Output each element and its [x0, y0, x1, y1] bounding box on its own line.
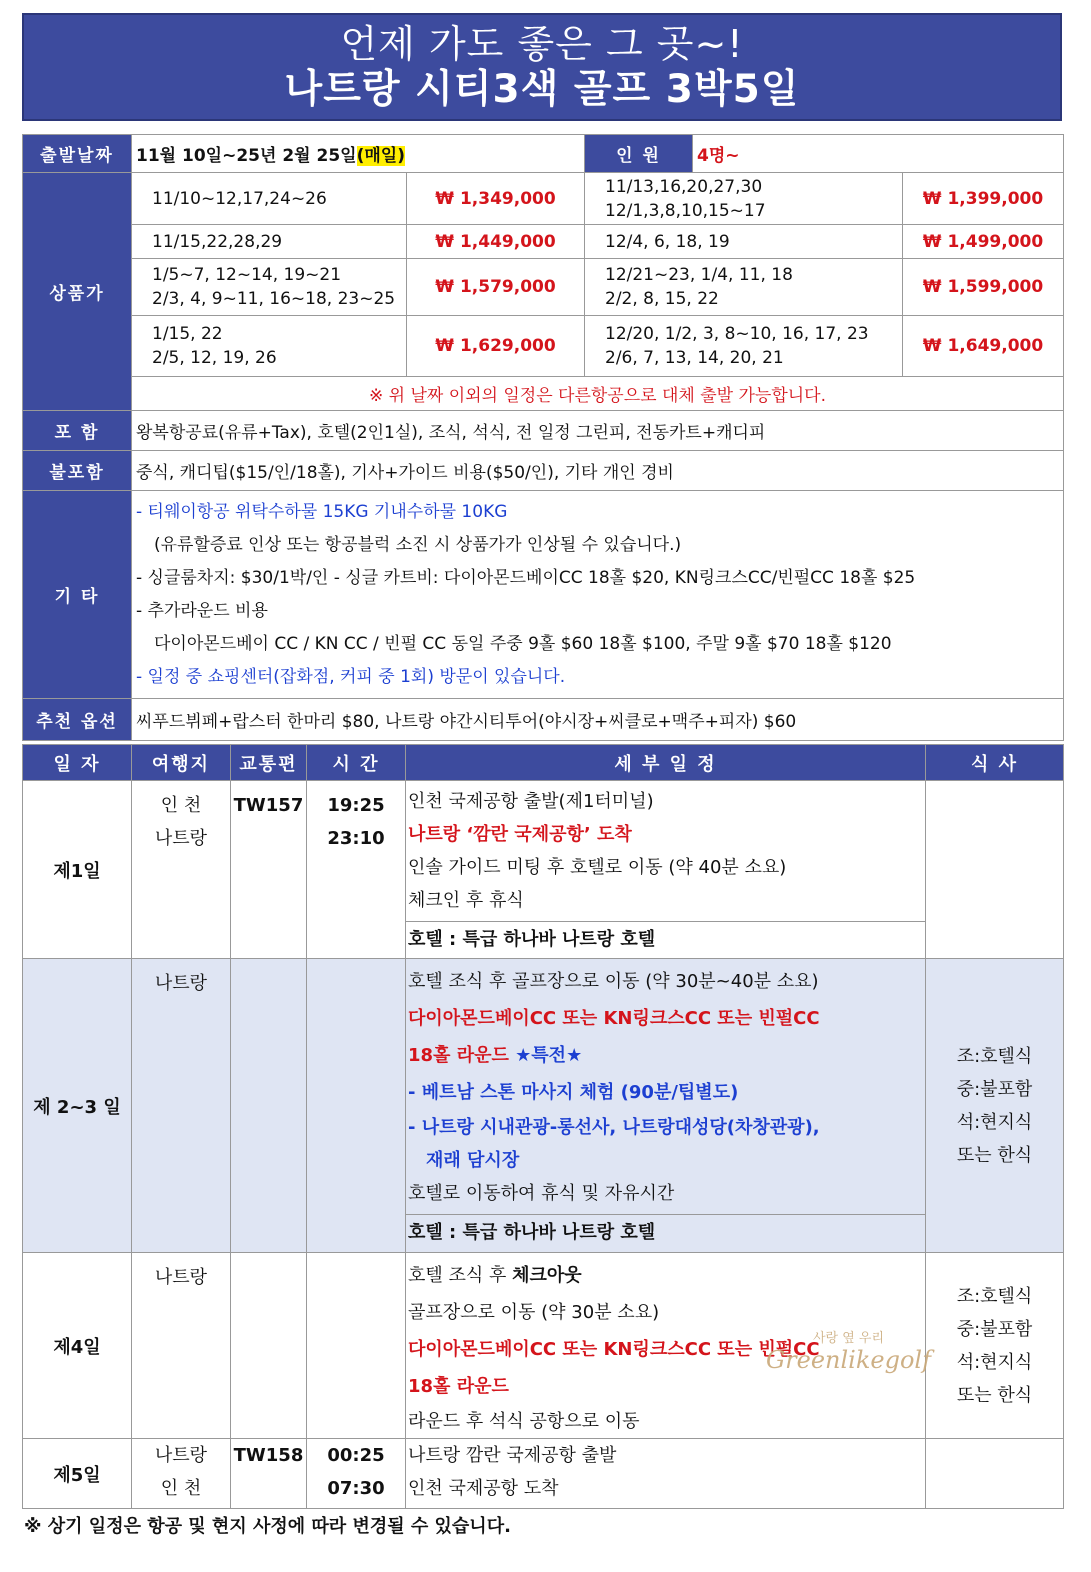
hotel-line: 호텔 : 특급 하나바 나트랑 호텔 [406, 921, 926, 958]
price-dates: 11/13,16,20,27,30 12/1,3,8,10,15~17 [585, 173, 903, 225]
price-dates: 11/10~12,17,24~26 [132, 173, 407, 225]
place-cell: 나트랑 인 천 [132, 1439, 231, 1509]
departure-label: 출발날짜 [23, 135, 132, 173]
price-dates: 12/20, 1/2, 3, 8~10, 16, 17, 23 2/6, 7, 13, 14, 20, 21 [585, 316, 903, 377]
detail-cell: 호텔 조식 후 체크아웃 골프장으로 이동 (약 30분 소요) 다이아몬드베이CC 또는 KN링크스CC 또는 빈펄CC 18홀 라운드 라운드 후 석식 공항으로 이동 [406, 1253, 926, 1439]
price-value: ₩ 1,449,000 [407, 225, 585, 259]
day-label: 제 2~3 일 [23, 959, 132, 1253]
schedule-table [22, 744, 1064, 1509]
detail-cell: 호텔 조식 후 골프장으로 이동 (약 30분~40분 소요) 다이아몬드베이CC 또는 KN링크스CC 또는 빈펄CC 18홀 라운드 ★특전★ - 베트남 스톤 마사지 체험 (90분/팁별도) - 나트랑 시내관광-롱선사, 나트랑대성당(차창관광), 재래 담시장 호텔로 이동하여 휴식 및 자유시간 호텔 : 특급 하나바 나트랑 호텔 [406, 959, 926, 1253]
price-value: ₩ 1,499,000 [903, 225, 1064, 259]
price-dates: 11/15,22,28,29 [132, 225, 407, 259]
price-dates: 12/4, 6, 18, 19 [585, 225, 903, 259]
time-cell: 00:25 07:30 [307, 1439, 406, 1509]
footer-note: ※ 상기 일정은 항공 및 현지 사정에 따라 변경될 수 있습니다. [24, 1516, 511, 1537]
price-dates: 12/21~23, 1/4, 11, 18 2/2, 8, 15, 22 [585, 259, 903, 316]
included-label: 포 함 [23, 411, 132, 451]
title-banner [22, 13, 1062, 121]
meal-cell: 조:호텔식 중:불포함 석:현지식 또는 한식 [926, 959, 1064, 1253]
banner-line-2: 나트랑 시티3색 골프 3박5일 [284, 67, 800, 112]
note-line: - 싱글룸차지: $30/1박/인 - 싱글 카트비: 다이아몬드베이CC 18홀 $20, KN링크스CC/빈펄CC 18홀 $25 [136, 567, 916, 588]
day-label: 제5일 [23, 1439, 132, 1509]
info-table [22, 134, 1064, 741]
price-value: ₩ 1,399,000 [903, 173, 1064, 225]
col-header: 교통편 [231, 745, 307, 781]
flight-cell: TW157 [231, 781, 307, 959]
included-value: 왕복항공료(유류+Tax), 호텔(2인1실), 조식, 석식, 전 일정 그린피, 전동카트+캐디피 [132, 411, 1064, 451]
meal-cell: 조:호텔식 중:불포함 석:현지식 또는 한식 [926, 1253, 1064, 1439]
options-value: 씨푸드뷔페+랍스터 한마리 $80, 나트랑 야간시티투어(야시장+씨클로+맥주+피자) $60 [132, 699, 1064, 741]
other-notes [132, 491, 1064, 699]
price-value: ₩ 1,649,000 [903, 316, 1064, 377]
watermark-logo: 사랑 옆 우리 Greenlikegolf [766, 1331, 931, 1374]
col-header: 세 부 일 정 [406, 745, 926, 781]
place-cell: 나트랑 [132, 959, 231, 1253]
time-cell: 19:25 23:10 [307, 781, 406, 959]
time-cell [307, 959, 406, 1253]
price-notice: ※ 위 날짜 이외의 일정은 다른항공으로 대체 출발 가능합니다. [132, 377, 1064, 411]
col-header: 일 자 [23, 745, 132, 781]
excluded-value: 중식, 캐디팁($15/인/18홀), 기사+가이드 비용($50/인), 기타 개인 경비 [132, 451, 1064, 491]
price-value: ₩ 1,599,000 [903, 259, 1064, 316]
meal-cell [926, 1439, 1064, 1509]
col-header: 식 사 [926, 745, 1064, 781]
other-label: 기 타 [23, 491, 132, 699]
note-line: 다이아몬드베이 CC / KN CC / 빈펄 CC 동일 주중 9홀 $60 18홀 $100, 주말 9홀 $70 18홀 $120 [154, 633, 892, 654]
note-line: - 티웨이항공 위탁수하물 15KG 기내수하물 10KG [136, 501, 508, 522]
flight-cell [231, 1253, 307, 1439]
excluded-label: 불포함 [23, 451, 132, 491]
price-dates: 1/5~7, 12~14, 19~21 2/3, 4, 9~11, 16~18, 23~25 [132, 259, 407, 316]
departure-dates: 11월 10일~25년 2월 25일(매일) [132, 135, 585, 173]
options-label: 추천 옵션 [23, 699, 132, 741]
price-value: ₩ 1,349,000 [407, 173, 585, 225]
flight-cell [231, 959, 307, 1253]
detail-cell: 인천 국제공항 출발(제1터미널) 나트랑 ‘깜란 국제공항’ 도착 인솔 가이드 미팅 후 호텔로 이동 (약 40분 소요) 체크인 후 휴식 호텔 : 특급 하나바 나트랑 호텔 [406, 781, 926, 959]
people-label: 인 원 [585, 135, 693, 173]
price-value: ₩ 1,629,000 [407, 316, 585, 377]
place-cell: 나트랑 [132, 1253, 231, 1439]
col-header: 시 간 [307, 745, 406, 781]
note-line: (유류할증료 인상 또는 항공블럭 소진 시 상품가가 인상될 수 있습니다.) [154, 534, 682, 555]
price-value: ₩ 1,579,000 [407, 259, 585, 316]
price-label: 상품가 [23, 173, 132, 411]
hotel-line: 호텔 : 특급 하나바 나트랑 호텔 [406, 1214, 926, 1251]
time-cell [307, 1253, 406, 1439]
banner-line-1: 언제 가도 좋은 그 곳~! [340, 22, 744, 66]
place-cell: 인 천 나트랑 [132, 781, 231, 959]
detail-cell: 나트랑 깜란 국제공항 출발 인천 국제공항 도착 [406, 1439, 926, 1509]
meal-cell [926, 781, 1064, 959]
note-line: - 추가라운드 비용 [136, 600, 268, 621]
daily-highlight: (매일) [356, 146, 405, 166]
flight-cell: TW158 [231, 1439, 307, 1509]
day-label: 제1일 [23, 781, 132, 959]
price-dates: 1/15, 22 2/5, 12, 19, 26 [132, 316, 407, 377]
people-value: 4명~ [693, 135, 1064, 173]
col-header: 여행지 [132, 745, 231, 781]
note-line: - 일정 중 쇼핑센터(잡화점, 커피 중 1회) 방문이 있습니다. [136, 666, 566, 687]
day-label: 제4일 [23, 1253, 132, 1439]
